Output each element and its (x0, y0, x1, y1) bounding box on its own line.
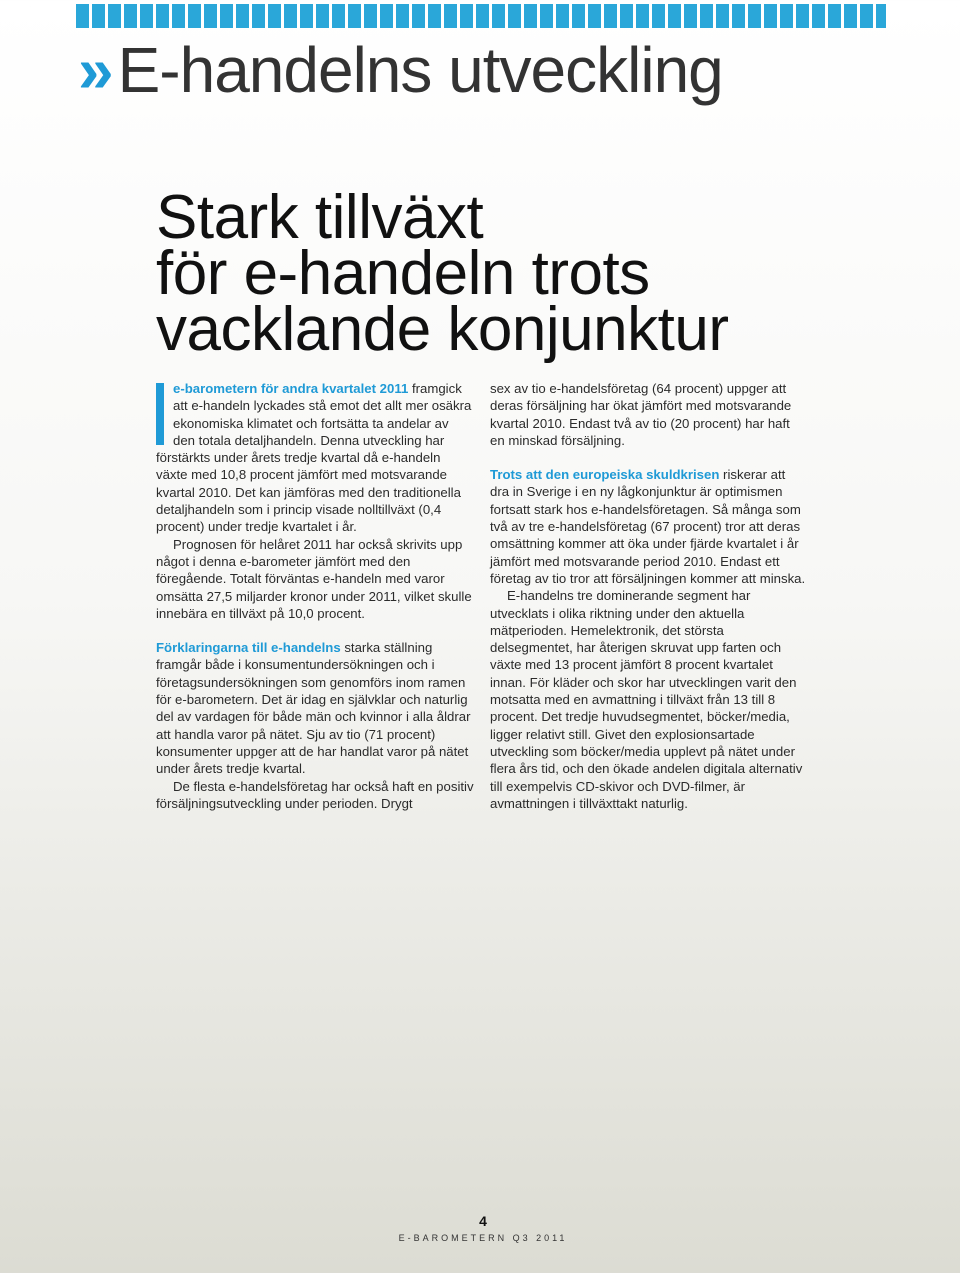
paragraph: Prognosen för helåret 2011 har också skrivits upp något i denna e-barometer jämfört med den föregående. Totalt förväntas e-handeln med varor omsätta 27,5 miljarder kronor under 2011, vilket skulle innebära en tillväxt på 10,0 procent. (156, 536, 472, 621)
section-title (78, 34, 723, 106)
paragraph: De flesta e-handelsföretag har också haft en positiv försäljningsutveckling under perioden. Drygt (156, 778, 474, 811)
paragraph-text: framgick att e-handeln lyckades stå emot det allt mer osäkra ekonomiska klimatet och fortsätta ta andelar av den totala detaljhandeln. Denna utveckling har förstärkts under årets tredje kvartal då e-handeln växte med 10,8 procent jämfört med motsvarande kvartal 2010. Det kan jämföras med den traditionella detaljhandeln som i princip visade nolltillväxt (0,4 procent) under tredje kvartalet i år. (156, 381, 472, 535)
article-headline (156, 183, 729, 364)
drop-cap-bar (156, 383, 164, 445)
paragraph-lead: Trots att den europeiska skuldkrisen (490, 467, 720, 483)
decorative-stripe-bar (76, 4, 886, 28)
paragraph-lead: Förklaringarna till e-handelns (156, 640, 341, 656)
paragraph: sex av tio e-handelsföretag (64 procent) uppger att deras försäljning har ökat jämfört med motsvarande kvartal 2010. Endast två av tio (20 procent) har haft en minskad försäljning. (490, 381, 792, 448)
paragraph-text: riskerar att dra in Sverige i en ny lågkonjunktur är optimismen fortsatt stark hos e-handelsföretagen. Så många som två av tre e-handelsföretag (67 procent) tror att deras omsättning kommer att öka under fjärde kvartalet i år jämfört med motsvarande period 2010. Endast ett företag av tio tror att försäljningen kommer att minska. (490, 467, 806, 586)
paragraph (490, 466, 808, 587)
paragraph-lead: e-barometern för andra kvartalet 2011 (173, 381, 409, 396)
paragraph-intro (156, 380, 474, 536)
paragraph: E-handelns tre dominerande segment har utvecklats i olika riktning under den aktuella mätperioden. Hemelektronik, det största delsegmentet, har återigen skruvat upp farten och växte med 13 procent jämfört 8 procent kvartalet innan. För kläder och skor har utvecklingen varit den motsatta med en avmattning i tillväxt från 13 till 8 procent. Det tredje huvudsegmentet, böcker/media, ligger relativt still. Givet den explosionsartade utveckling som böcker/media upplevt på nätet under flera års tid, och den ökade andelen digitala alternativ till exempelvis CD-skivor och DVD-filmer, är avmattningen i tillväxttakt naturlig. (490, 588, 803, 811)
section-title-text: E-handelns utveckling (117, 34, 723, 106)
headline-line-2: för e-handeln trots (156, 239, 650, 308)
paragraph (156, 639, 474, 777)
headline-line-3: vacklande konjunktur (156, 295, 729, 364)
publication-footer: E-BAROMETERN Q3 2011 (398, 1233, 568, 1243)
headline-line-1: Stark tillväxt (156, 183, 484, 252)
page-number: 4 (479, 1213, 487, 1229)
paragraph-text: starka ställning framgår både i konsumentundersökningen och i företagsundersökningen som genomförs inom ramen för e-barometern. Det är idag en självklar och naturlig del av vardagen för både män och kvinnor i alla åldrar att handla varor på nätet. Sju av tio (71 procent) konsumenter uppger att de har handlat varor på nätet under årets tredje kvartal. (156, 640, 471, 777)
article-column-left (156, 380, 474, 812)
article-column-right (490, 380, 808, 812)
double-chevron-icon: » (78, 34, 102, 106)
